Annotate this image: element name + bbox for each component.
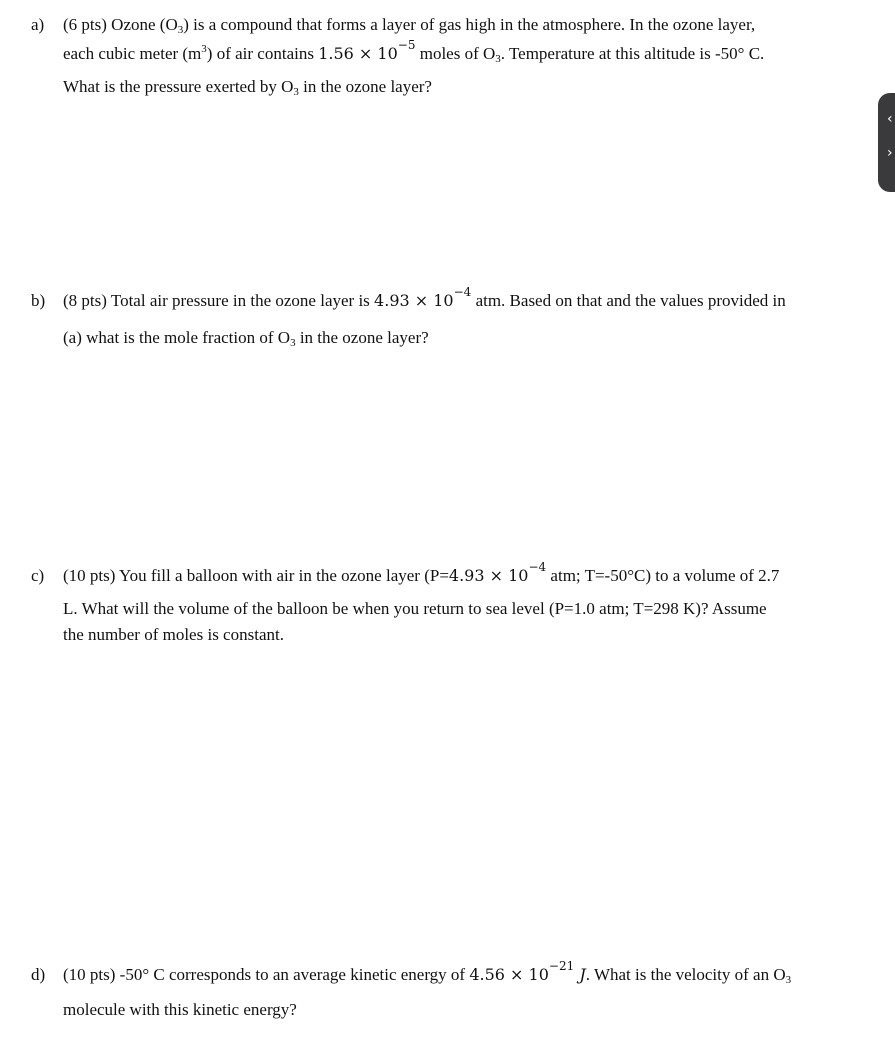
question-line bbox=[63, 15, 755, 35]
question-line: molecule with this kinetic energy? bbox=[63, 1000, 297, 1019]
math-base: 4.93 × 10 bbox=[448, 566, 529, 585]
text: in the ozone layer? bbox=[299, 328, 429, 347]
chevron-up-icon: ‹ bbox=[887, 111, 893, 127]
points: (8 pts) bbox=[63, 291, 107, 310]
text: Ozone (O bbox=[111, 15, 178, 34]
points: (6 pts) bbox=[63, 15, 107, 34]
subscript: 3 bbox=[177, 24, 184, 36]
subscript: 3 bbox=[495, 53, 501, 65]
text: What is the pressure exerted by O bbox=[63, 77, 294, 96]
text: each cubic meter (m bbox=[63, 44, 202, 63]
question-label: c) bbox=[31, 566, 45, 585]
text: Total air pressure in the ozone layer is bbox=[110, 291, 370, 310]
math-expression bbox=[374, 285, 472, 310]
question-label: b) bbox=[31, 291, 46, 310]
question-line: L. What will the volume of the balloon be when you return to sea level (P=1.0 atm; T=298 K)? Assume bbox=[63, 599, 767, 618]
math-expression bbox=[318, 38, 416, 63]
math-exponent: −4 bbox=[528, 560, 547, 574]
question-line bbox=[63, 77, 432, 97]
text: in the ozone layer? bbox=[303, 77, 432, 96]
text: moles of O bbox=[419, 44, 496, 63]
math-exponent: −21 bbox=[548, 959, 575, 973]
text: ) is a compound that forms a layer of gas high in the atmosphere. In the ozone layer, bbox=[183, 15, 756, 34]
question-label: a) bbox=[31, 15, 45, 34]
points: (10 pts) bbox=[63, 965, 116, 984]
math-base: 1.56 × 10 bbox=[318, 44, 398, 63]
question-line bbox=[63, 285, 786, 311]
question-line bbox=[63, 560, 780, 586]
subscript: 3 bbox=[785, 974, 792, 986]
text: -50° C corresponds to an average kinetic energy of bbox=[119, 965, 466, 984]
subscript: 3 bbox=[290, 337, 296, 349]
points: (10 pts) bbox=[63, 566, 116, 585]
math-base: 4.93 × 10 bbox=[374, 291, 454, 310]
math-expression bbox=[469, 959, 586, 984]
subscript: 3 bbox=[293, 86, 299, 98]
math-base: 4.56 × 10 bbox=[469, 965, 549, 984]
text: atm; T=-50°C) to a volume of 2.7 bbox=[550, 566, 780, 585]
math-expression bbox=[448, 560, 547, 585]
text: ) of air contains bbox=[206, 44, 314, 63]
text: atm. Based on that and the values provided in bbox=[475, 291, 786, 310]
text: (a) what is the mole fraction of O bbox=[63, 328, 291, 347]
question-line: the number of moles is constant. bbox=[63, 625, 284, 644]
side-collapse-tab[interactable] bbox=[878, 93, 895, 192]
chevron-down-icon: › bbox=[887, 145, 893, 161]
text: . What is the velocity of an O bbox=[585, 965, 786, 984]
question-line bbox=[63, 38, 765, 65]
question-line bbox=[63, 959, 792, 986]
question-line bbox=[63, 328, 429, 348]
text: You fill a balloon with air in the ozone layer (P= bbox=[119, 566, 449, 585]
question-label: d) bbox=[31, 965, 46, 984]
text: . Temperature at this altitude is -50° C. bbox=[500, 44, 765, 63]
math-exponent: −5 bbox=[397, 38, 416, 52]
superscript: 3 bbox=[201, 43, 207, 55]
math-unit: J bbox=[579, 965, 586, 984]
math-exponent: −4 bbox=[453, 285, 472, 299]
